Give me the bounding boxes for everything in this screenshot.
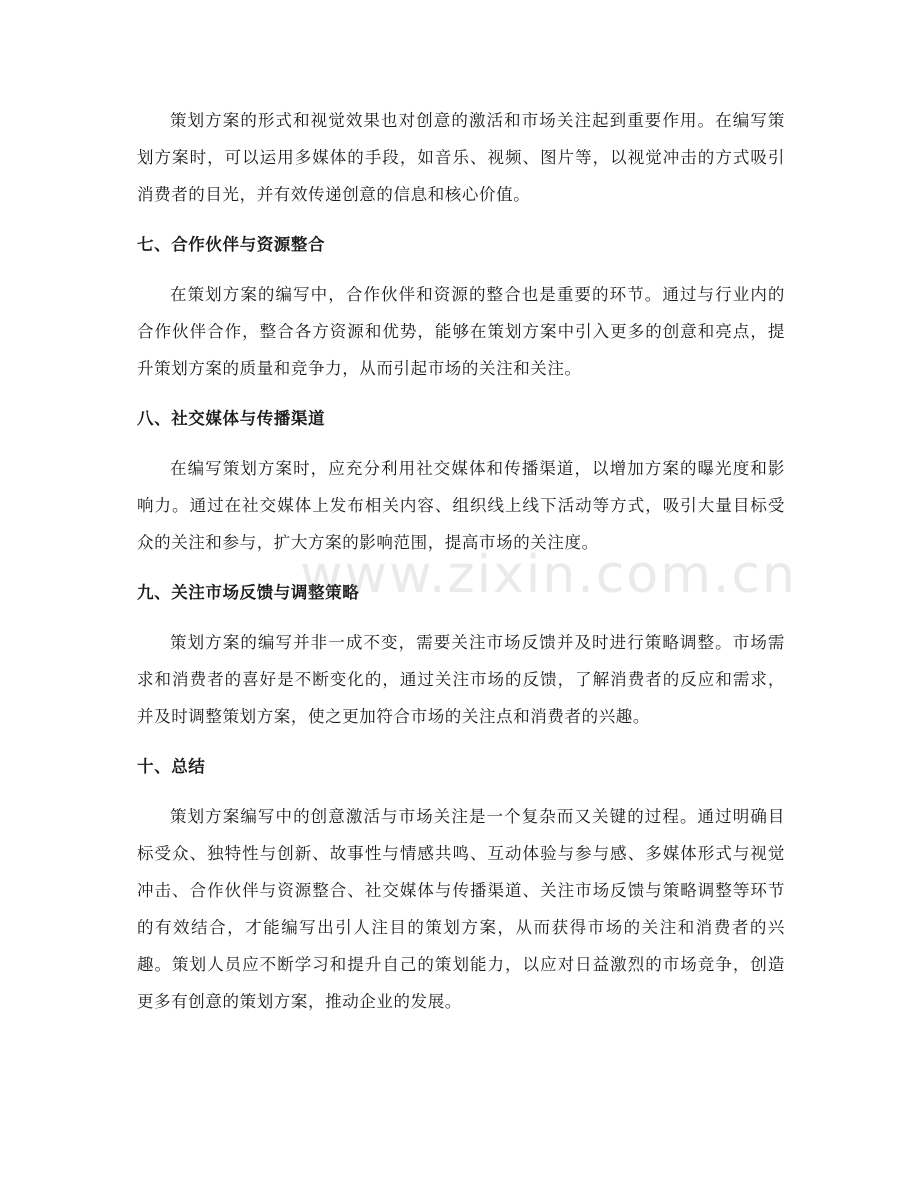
section-heading-8: 八、社交媒体与传播渠道 xyxy=(137,409,326,428)
section-body-9: 策划方案的编写并非一成不变，需要关注市场反馈并及时进行策略调整。市场需求和消费者的喜好是不断变化的，通过关注市场的反馈，了解消费者的反应和需求，并及时调整策划方案，使之更加符合市场的关注点和消费者的兴趣。 xyxy=(137,633,785,726)
section-heading-9: 九、关注市场反馈与调整策略 xyxy=(137,583,360,602)
section-body-7: 在策划方案的编写中，合作伙伴和资源的整合也是重要的环节。通过与行业内的合作伙伴合作，整合各方资源和优势，能够在策划方案中引入更多的创意和亮点，提升策划方案的质量和竞争力，从而引起市场的关注和关注。 xyxy=(137,285,785,378)
section-heading-10: 十、总结 xyxy=(137,757,206,776)
section-body-8: 在编写策划方案时，应充分利用社交媒体和传播渠道，以增加方案的曝光度和影响力。通过在社交媒体上发布相关内容、组织线上线下活动等方式，吸引大量目标受众的关注和参与，扩大方案的影响范围，提高市场的关注度。 xyxy=(137,459,785,552)
section-body-10: 策划方案编写中的创意激活与市场关注是一个复杂而又关键的过程。通过明确目标受众、独特性与创新、故事性与情感共鸣、互动体验与参与感、多媒体形式与视觉冲击、合作伙伴与资源整合、社交媒体与传播渠道、关注市场反馈与策略调整等环节的有效结合，才能编写出引人注目的策划方案，从而获得市场的关注和消费者的兴趣。策划人员应不断学习和提升自己的策划能力，以应对日益激烈的市场竞争，创造更多有创意的策划方案，推动企业的发展。 xyxy=(137,807,785,1011)
watermark: www.zixin.com.cn xyxy=(300,545,797,605)
section-heading-7: 七、合作伙伴与资源整合 xyxy=(137,235,326,254)
intro-paragraph: 策划方案的形式和视觉效果也对创意的激活和市场关注起到重要作用。在编写策划方案时，可以运用多媒体的手段，如音乐、视频、图片等，以视觉冲击的方式吸引消费者的目光，并有效传递创意的信息和核心价值。 xyxy=(137,111,785,204)
